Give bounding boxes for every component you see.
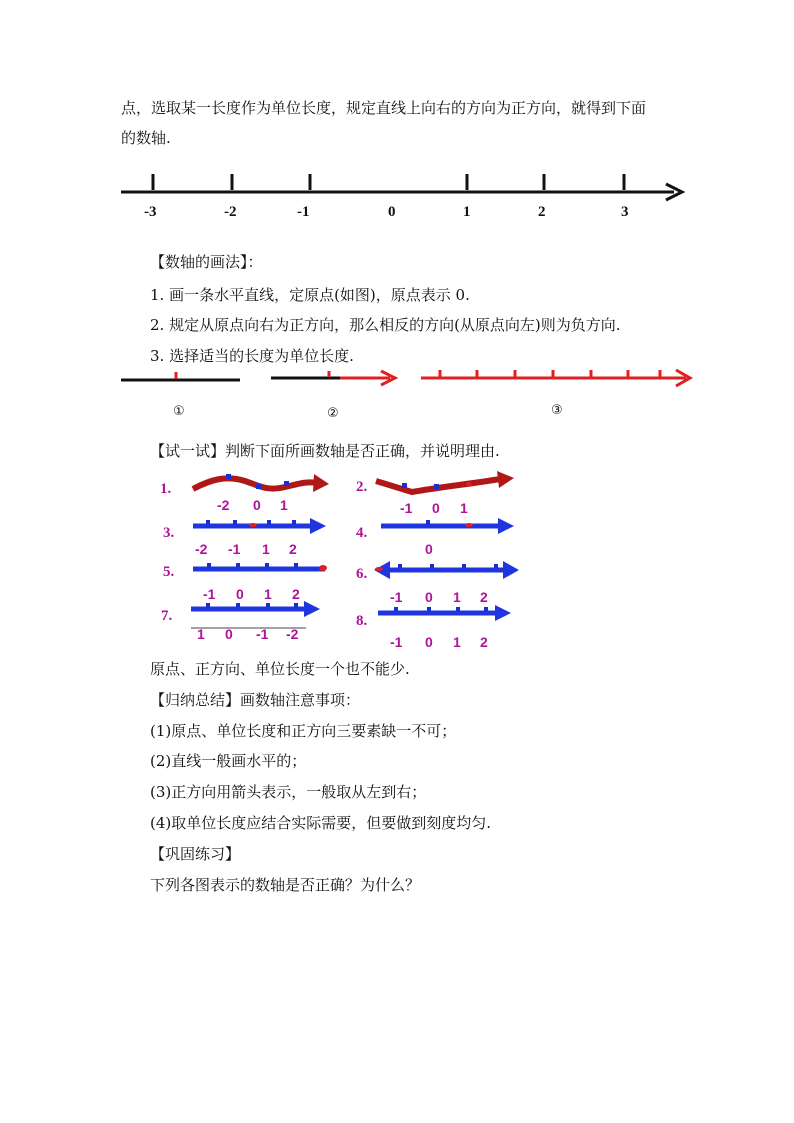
fig3-label: 2 [289, 541, 297, 557]
summary-title: 【归纳总结】画数轴注意事项： [150, 691, 361, 709]
axis-label: 2 [538, 204, 546, 220]
fig1-label: 1 [280, 497, 288, 513]
fig7-label: -2 [286, 626, 299, 642]
fig8-label-bottom: 0 [425, 634, 433, 650]
intro-line-1: 点，选取某一长度作为单位长度，规定直线上向右的方向为正方向，就得到下面 [121, 99, 647, 117]
fig7-label: 0 [225, 626, 233, 642]
summary-item-1: (1)原点、单位长度和正方向三要素缺一不可； [150, 722, 457, 740]
fig-index-7: 7. [161, 608, 173, 624]
fig-index-2: 2. [356, 479, 368, 495]
fig2-label: 1 [460, 500, 468, 516]
fig2-label: -1 [400, 500, 413, 516]
fig8-label-bottom: 2 [480, 634, 488, 650]
fig-index-5: 5. [163, 564, 175, 580]
drawing-step-1: 1. 画一条水平直线，定原点(如图)，原点表示 0. [150, 286, 470, 304]
fig-index-8: 8. [356, 613, 368, 629]
try-it-conclusion: 原点、正方向、单位长度一个也不能少. [150, 660, 410, 678]
axis-label: -3 [144, 204, 157, 220]
fig7-label: -1 [256, 626, 269, 642]
fig2-label: 0 [432, 500, 440, 516]
fig3-label: 1 [262, 541, 270, 557]
practice-title: 【巩固练习】 [150, 845, 241, 863]
fig8-label: 1 [453, 589, 461, 605]
fig8-label: 0 [425, 589, 433, 605]
fig8-label: -1 [390, 589, 403, 605]
fig5-label: 0 [236, 586, 244, 602]
fig8-label-bottom: 1 [453, 634, 461, 650]
fig-index-4: 4. [356, 525, 368, 541]
axis-label: 0 [388, 204, 396, 220]
axis-label: -1 [297, 204, 310, 220]
intro-line-2: 的数轴. [121, 129, 171, 147]
fig1-label: 0 [253, 497, 261, 513]
axis-label: 1 [463, 204, 471, 220]
drawing-step-3: 3. 选择适当的长度为单位长度. [150, 347, 354, 365]
figure-label-3: ③ [551, 403, 563, 418]
figure-label-2: ② [327, 406, 339, 421]
fig5-label: 1 [264, 586, 272, 602]
try-it-title: 【试一试】判断下面所画数轴是否正确，并说明理由. [150, 442, 500, 460]
fig4-label: 0 [425, 541, 433, 557]
axis-label: -2 [224, 204, 237, 220]
axis-label: 3 [621, 204, 629, 220]
summary-item-4: (4)取单位长度应结合实际需要，但要做到刻度均匀. [150, 814, 492, 832]
fig5-label: -1 [203, 586, 216, 602]
fig-index-1: 1. [160, 481, 172, 497]
summary-item-3: (3)正方向用箭头表示，一般取从左到右； [150, 783, 427, 801]
fig1-label: -2 [217, 497, 230, 513]
fig8-label: 2 [480, 589, 488, 605]
drawing-step-2: 2. 规定从原点向右为正方向，那么相反的方向(从原点向左)则为负方向. [150, 316, 621, 334]
drawing-method-title: 【数轴的画法】： [150, 253, 263, 271]
fig3-label: -1 [228, 541, 241, 557]
figure-label-1: ① [173, 404, 185, 419]
fig7-label: 1 [197, 626, 205, 642]
fig5-label: 2 [292, 586, 300, 602]
practice-question: 下列各图表示的数轴是否正确？为什么？ [150, 876, 421, 894]
fig-index-6: 6. [356, 566, 368, 582]
fig-index-3: 3. [163, 525, 175, 541]
summary-item-2: (2)直线一般画水平的； [150, 752, 307, 770]
fig3-label: -2 [195, 541, 208, 557]
fig8-label-bottom: -1 [390, 634, 403, 650]
